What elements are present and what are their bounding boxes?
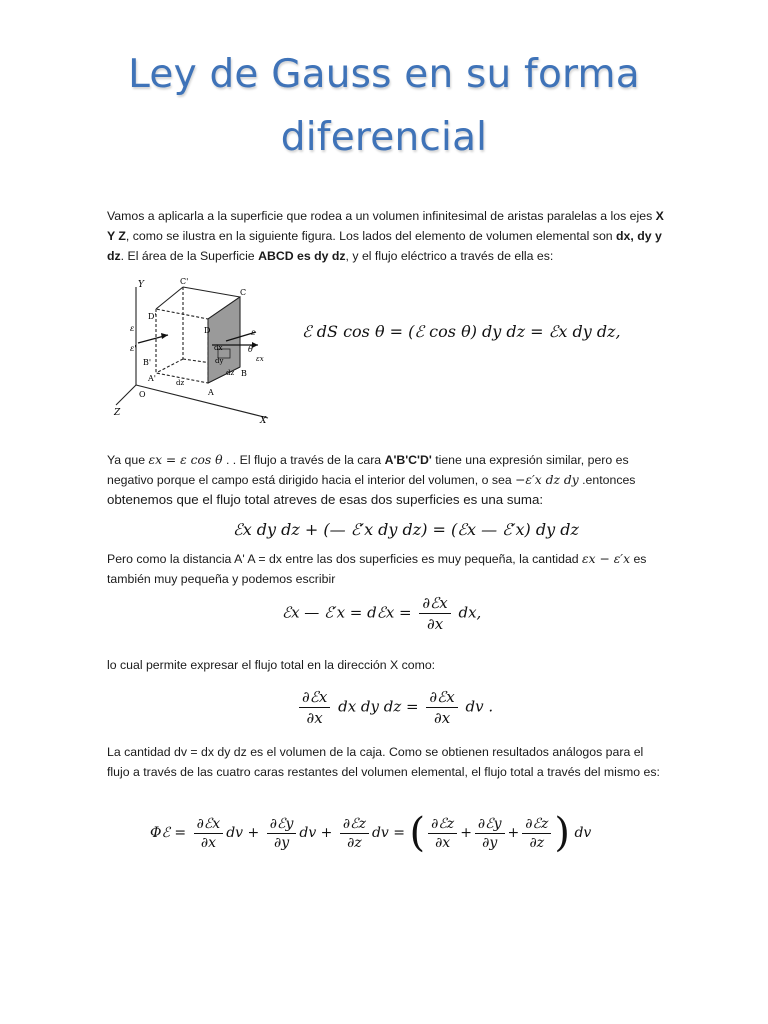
eq4-fraction-1: [299, 688, 330, 727]
fig-label-dz-side: dz: [226, 369, 235, 377]
eq3-fraction: [419, 594, 450, 633]
fig-label-field-prime: ε': [130, 344, 137, 353]
eq5-paren-plus-2: +: [507, 825, 520, 841]
para2-math-1: εx = ε cos θ: [148, 453, 223, 467]
fig-label-a-prime: A': [148, 374, 156, 383]
eq5-term-y: dv +: [299, 825, 333, 841]
fig-label-origin: O: [139, 390, 146, 399]
paragraph-sum-intro: obtenemos que el flujo total atreves de esas dos superficies es una suma:: [107, 492, 544, 507]
fig-label-y: Y: [138, 280, 144, 290]
intro-text-2: , como se ilustra en la siguiente figura. Los lados del elemento de volumen elemental son: [125, 229, 617, 243]
page-title-line1: Ley de Gauss en su forma: [128, 52, 640, 97]
eq5-term-x: dv +: [226, 825, 260, 841]
eq4-rhs: dv .: [465, 697, 494, 716]
eq5-denominator-y: ∂y: [273, 834, 290, 851]
eq5-paren-fraction-2: [475, 816, 505, 851]
fig-label-a: A: [208, 388, 214, 397]
fig-label-dz-bottom: dz: [176, 379, 185, 387]
eq5-paren-numerator-2: ∂ℰy: [475, 816, 505, 834]
eq4-denominator-1: ∂x: [306, 709, 323, 727]
eq5-fraction-y: [267, 816, 297, 851]
eq5-paren-denominator-2: ∂y: [482, 834, 498, 851]
eq3-rhs: dx,: [458, 603, 482, 622]
equation-flux-sum: ℰx dy dz + (— ℰ′x dy dz) = (ℰx — ℰ′x) dy dz: [233, 520, 579, 539]
eq3-lhs: ℰx — ℰ′x = dℰx =: [282, 603, 412, 622]
eq4-denominator-2: ∂x: [433, 709, 451, 727]
fig-label-b-prime: B': [143, 358, 152, 367]
eq5-paren-denominator-1: ∂x: [435, 834, 451, 851]
equation-flux-abcd: ℰ dS cos θ = (ℰ cos θ) dy dz = ℰx dy dz,: [302, 322, 621, 341]
intro-text-3: . El área de la Superficie: [120, 249, 259, 263]
eq5-paren-numerator-1: ∂ℰz: [428, 816, 457, 834]
page-title-line2: diferencial: [280, 115, 488, 160]
eq4-numerator-2: ∂ℰx: [426, 688, 457, 708]
equation-total-flux: [150, 810, 591, 856]
intro-bold-axes: X Y Z: [107, 209, 664, 243]
eq5-fraction-x: [194, 816, 224, 851]
intro-text-1: Vamos a aplicarla a la superficie que rodea a un volumen infinitesimal de aristas paralelas a los ejes: [107, 209, 656, 223]
eq5-term-z: dv =: [371, 825, 406, 841]
fig-label-c-prime: C': [180, 277, 189, 286]
para2-text-4: .entonces: [578, 473, 636, 487]
eq5-open-paren: (: [409, 810, 426, 856]
para2-text-2: . . El flujo a través de la cara: [222, 453, 385, 467]
volume-element-figure: [108, 275, 280, 425]
eq4-numerator-1: ∂ℰx: [299, 688, 330, 708]
eq5-fraction-z: [340, 816, 369, 851]
fig-label-theta: θ: [248, 345, 253, 354]
eq5-denominator-z: ∂z: [347, 834, 362, 851]
fig-label-c: C: [240, 288, 247, 297]
para2-math-2: −ε′x dz dy: [515, 473, 579, 487]
fig-label-field-left: ε: [130, 324, 135, 333]
para3-math-1: εx − ε′x: [582, 552, 631, 566]
equation-derivative: [282, 594, 481, 633]
eq5-denominator-x: ∂x: [200, 834, 216, 851]
fig-label-dy: dy: [215, 357, 224, 365]
para2-bold-face: A'B'C'D': [384, 453, 432, 467]
intro-bold-area: ABCD es dy dz: [258, 249, 346, 263]
para2-text-3: tiene una expresión similar, pero es negativo porque el campo está dirigido hacia el interior del volumen, o sea: [107, 453, 629, 487]
eq5-paren-denominator-3: ∂z: [529, 834, 545, 851]
fig-label-d-prime: D': [148, 312, 157, 321]
eq5-paren-fraction-3: [522, 816, 551, 851]
paragraph-small-distance: [107, 549, 667, 589]
fig-label-z: Z: [114, 408, 121, 418]
eq3-denominator: ∂x: [426, 615, 444, 633]
eq4-fraction-2: [426, 688, 457, 727]
paragraph-negative-flux: [107, 450, 667, 490]
fig-label-field-right: ε: [251, 328, 256, 337]
intro-text-4: , y el flujo eléctrico a través de ella es:: [345, 249, 554, 263]
eq5-tail: dv: [574, 825, 592, 841]
fig-label-b: B: [241, 369, 247, 378]
fig-label-dx: dx: [214, 344, 223, 352]
eq5-paren-plus-1: +: [460, 825, 472, 841]
fig-label-x: X: [260, 416, 267, 425]
equation-total-flux-x: [296, 688, 493, 727]
fig-label-d: D: [204, 326, 211, 335]
eq3-numerator: ∂ℰx: [419, 594, 450, 614]
para2-text-1: Ya que: [107, 453, 149, 467]
eq5-paren-numerator-3: ∂ℰz: [522, 816, 551, 834]
intro-paragraph: [107, 206, 667, 266]
eq5-numerator-z: ∂ℰz: [340, 816, 369, 834]
eq5-numerator-x: ∂ℰx: [194, 816, 224, 834]
paragraph-volume: La cantidad dv = dx dy dz es el volumen de la caja. Como se obtienen resultados análogos para el flujo a través de las cuatro caras restantes del volumen elemental, el flujo total a través del mismo es:: [107, 745, 660, 779]
eq4-middle: dx dy dz =: [338, 697, 419, 716]
intro-bold-sides: dx, dy y dz: [107, 229, 662, 263]
para3-text-1: Pero como la distancia A' A = dx entre las dos superficies es muy pequeña, la cantidad: [107, 552, 583, 566]
para3-text-2: es también muy pequeña y podemos escribir: [107, 552, 647, 586]
eq5-numerator-y: ∂ℰy: [267, 816, 297, 834]
eq5-close-paren: ): [554, 810, 570, 856]
eq5-lhs: Φℰ =: [150, 825, 187, 841]
paragraph-x-direction: lo cual permite expresar el flujo total en la dirección X como:: [107, 658, 436, 672]
fig-label-field-x: εx: [256, 355, 264, 363]
eq5-paren-fraction-1: [428, 816, 457, 851]
